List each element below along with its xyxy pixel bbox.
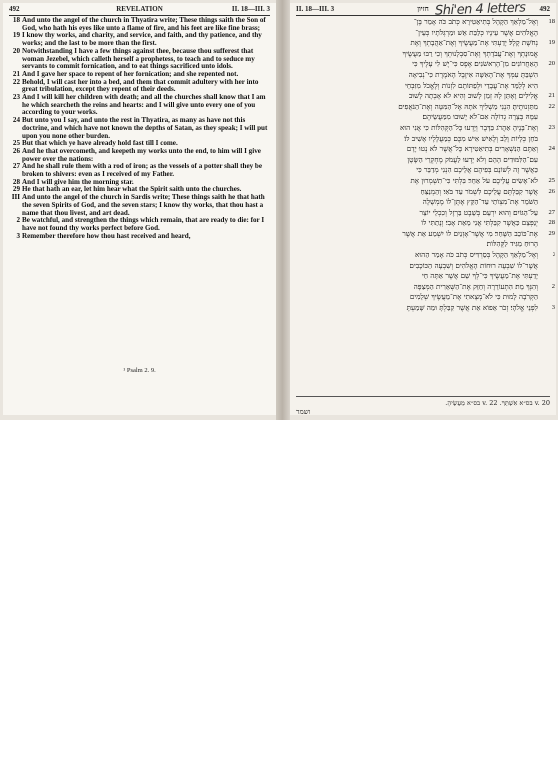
hebrew-line (294, 38, 538, 49)
verse-number: 3 (551, 304, 555, 312)
verse-number: III (11, 193, 20, 202)
hebrew-line (294, 70, 538, 81)
verse-number: ג (552, 251, 555, 259)
hebrew-line-text: יָדַעְתִּי אֶת־מַעֲשֶׂיךָ כִּי־לְךָ שֵׁם אֲשֶׁר אַתָּה חַי (421, 271, 538, 281)
hebrew-line (294, 59, 538, 70)
verse-number (543, 261, 555, 272)
hebrew-line-text: אֲשֶׁר קִבַּלְתֶּם עֲלֵיכֶם לִשְׁמֹר עַד בֹּאִי׃ וְהַמְנַצֵּחַ (420, 186, 538, 196)
running-title: חזיון (417, 5, 429, 13)
verse-number: 2 (551, 282, 555, 290)
verse-number (543, 165, 555, 176)
page-number: 492 (9, 5, 20, 13)
hebrew-line (294, 49, 538, 60)
verse-number: 19 (548, 39, 555, 47)
verse-text: And unto the angel of the church in Sardis write; These things saith he that hath the seven Spirits of God, and the seven stars; I know thy works, that thou hast a name that thou livest, and art dead. (22, 193, 265, 217)
hebrew-line-text: לִפְנֵי אֱלֹהָי׃ זְכֹר אֵפוֹא אֵת אֲשֶׁר קִבַּלְתָּ וּמַה שָּׁמַעְתָּ (406, 303, 538, 313)
verse-number (543, 197, 555, 208)
verse-number: 21 (548, 92, 555, 100)
verse-number: 27 (548, 208, 555, 216)
verse (7, 233, 270, 241)
hebrew-line-text: הַקְּרֹבָה לָמוּת כִּי לֹא־מְצָאתִי אֶת־מַעֲשֶׂיךָ שְׁלֵמִים (409, 292, 538, 302)
running-title: REVELATION (116, 5, 163, 13)
hebrew-line (294, 144, 538, 155)
verse-number: 20 (548, 60, 555, 68)
hebrew-line (294, 229, 538, 240)
hebrew-line-text: הָאַחֲרוֹנִים מִן־הָרִאשֹׁנִים׃ אֶפֶס כִּי־יֶשׁ לִי עָלֶיךָ כִּי (412, 59, 538, 69)
left-page-header (9, 5, 270, 15)
verse-number (543, 134, 555, 145)
verse-text: And he that overcometh, and keepeth my works unto the end, to him will I give power over the nations: (22, 146, 261, 163)
verse-text: And unto the angel of the church in Thyatira write; These things saith the Son of God, who hath his eyes like unto a flame of fire, and his feet are like fine brass; (22, 16, 266, 32)
verse-text: But that which ye have already hold fast till I come. (22, 139, 178, 148)
verse-number-gutter (543, 17, 555, 314)
verse (7, 163, 270, 178)
hebrew-line-text: וְאֶל־מַלְאַךְ הַקָּהָל בְּתִיאַטִירָא כְּתֹב כֹּה אָמַר בֶּן־ (413, 17, 538, 26)
verse-number: 23 (12, 93, 20, 102)
hebrew-line-text: הַשֹּׁמֵר אֶת־מִצְוֺתַי עַד־הַקֵּץ אֶתֶּן־לוֹ מֶמְשָׁלָה (422, 197, 538, 207)
right-page (290, 3, 556, 415)
footnote: ¹ Psalm 2. 9. (123, 367, 156, 374)
verse-number: 25 (12, 139, 20, 148)
verse-number (543, 292, 555, 303)
hebrew-line (294, 155, 538, 166)
verse-text: And I will give him the morning star. (22, 177, 134, 186)
verse-text: And he shall rule them with a rod of iron; as the vessels of a potter shall they be broken to shivers: even as I received of my Father. (22, 162, 263, 179)
verse-number: 3 (16, 231, 20, 240)
verse-number: 24 (12, 116, 20, 125)
hebrew-line-text: וְאֶת־בָּנֶיהָ אַהֲרֹג בַּדָּבֶר וְיָדְעוּ כָּל־הַקְּהִלּוֹת כִּי אֲנִי הוּא (400, 122, 538, 132)
hebrew-line-text: אֱמוּנָתְךָ וְאֶת־עֲבֹדָתְךָ וְאֶת־סִבְלָנוּתְךָ וְכִי רַבּוּ מַעֲשֶׂיךָ (402, 48, 538, 58)
hebrew-line (294, 165, 538, 176)
verse-number (543, 155, 555, 166)
verse (7, 217, 270, 232)
verse (7, 148, 270, 163)
hebrew-line (294, 239, 538, 250)
hebrew-line (294, 292, 538, 303)
hebrew-line (294, 218, 538, 229)
hebrew-line (294, 102, 538, 113)
verse-number: 2 (16, 216, 20, 225)
hebrew-line (294, 250, 538, 261)
hebrew-line-text: הָרוּחַ מַגִּיד לַקְּהִלּוֹת׃ (486, 239, 538, 249)
hebrew-line (294, 81, 538, 92)
verse-number: 22 (12, 77, 20, 86)
verse (7, 32, 270, 47)
verse-text: Remember therefore how thou hast received and heard, (22, 231, 191, 240)
hebrew-line (294, 208, 538, 219)
verse-number (543, 49, 555, 60)
textual-notes: v. 20 בס״א אִשְׁתְּךָ. v. 22 בס״א מַעֲשֶׂיהָ. (296, 396, 550, 407)
verse-number: 27 (12, 162, 20, 171)
page-number: 492 (539, 5, 550, 13)
chapter-range: II. 18—III. 3 (231, 5, 270, 13)
chapter-range: II. 18—III. 3 (296, 5, 335, 13)
verse-number: 29 (548, 229, 555, 237)
verse-number: 23 (548, 123, 555, 131)
hebrew-line-text: לֹא־אָשִׂים עֲלֵיכֶם עֹל אַחֵר׃ בִּלְתִּי כִּי־תִשְׁמְרוּן אֶת (410, 175, 538, 185)
verse-number: 28 (12, 177, 20, 186)
verse-text: Behold, I will cast her into a bed, and them that commit adultery with her into great tribulation, except they repent of their deeds. (22, 77, 259, 94)
hebrew-line (294, 261, 538, 272)
verse-number (543, 239, 555, 250)
hebrew-line-text: וְהִנְּךָ מֵת׃ הִתְעוֹרֵרָה וְחַזֵּק אֶת־הַשְּׁאֵרִית הַמְּצַפָּה (413, 281, 538, 291)
verse-text: He that hath an ear, let him hear what the Spirit saith unto the churches. (22, 185, 242, 194)
hebrew-line-text: כַּאֲשֶׁר זֶה לְשׁוֹנָם בְּפִיהֶם אֲלֵיכֶם הִנְנִי מְדַבֵּר כִּי (416, 165, 538, 175)
verse-number: 18 (12, 16, 20, 24)
hebrew-line (294, 134, 538, 145)
hebrew-text (294, 17, 538, 314)
hebrew-line (294, 123, 538, 134)
hebrew-line-text: וְאַתֶּם הַנִּשְׁאָרִים בְּתִיאַטִירָא כָּל־אֲשֶׁר לֹא נְטוּ יָדָם (406, 144, 538, 154)
hebrew-line-text: יְנַפְּצֵם כַּאֲשֶׁר קִבַּלְתִּי אֲנִי מֵאֵת אָבִי׃ וְנָתַתִּי לוֹ (421, 218, 538, 228)
hebrew-line-text: בֹּחֵן כְּלָיוֹת וָלֵב וְלָאִישׁ אִישׁ מִכֶּם כְּמַעֲלָלָיו אָשִׁיב לוֹ׃ (404, 133, 538, 143)
verse-number: 19 (12, 31, 20, 40)
verse-text: I know thy works, and charity, and service, and faith, and thy patience, and thy works; and the last to be more than the first. (22, 31, 262, 48)
hebrew-line-text: עַל־הַגּוֹיִם׃ וְהוּא יִרְעֵם בְּשֵׁבֶט בַּרְזֶל וְכִכְלֵי יוֹצֵר (419, 207, 538, 217)
hebrew-line-text: הָאֱלֹהִים אֲשֶׁר עֵינָיו כְּלַבַּת אֵשׁ וּמַרְגְּלֹתָיו כְּעֵין־ (415, 27, 538, 37)
verse-number (543, 81, 555, 92)
hebrew-line-text: מִתַּזְנוּתֶיהָ׃ הִנְנִי מַשְׁלִיךְ אֹתָהּ אֶל־הַמִּטָּה וְאֶת־הַנֹּאֲפִים (398, 101, 538, 111)
verse-number: 18 (548, 18, 555, 25)
handwritten-note: Shi'en 4 letters (434, 0, 526, 19)
verse-number: 26 (12, 146, 20, 155)
hebrew-line-text: עִמָּהּ בְּצָרָה גְדוֹלָה אִם־לֹא יָשׁוּבוּ מִמַּעֲשֵׂיהֶם׃ (422, 112, 538, 122)
verse-text: Notwithstanding I have a few things against thee, because thou sufferest that woman Jezebel, which calleth herself a prophetess, to teach and to seduce my servants to commit fornication, and to eat things sacrificed unto idols. (22, 46, 255, 71)
verse (7, 194, 270, 217)
hebrew-line (294, 17, 538, 28)
left-page (3, 3, 276, 415)
hebrew-line-text: וְאֶל־מַלְאַךְ הַקָּהָל בְּסַרְדִּיס כְּתֹב כֹּה אָמַר הַהוּא (415, 250, 538, 260)
verse-number (543, 70, 555, 81)
verse-text: But unto you I say, and unto the rest in Thyatira, as many as have not this doctrine, and which have not known the depths of Satan, as they speak; I will put upon you none other burden. (22, 116, 268, 140)
hebrew-line (294, 28, 538, 39)
hebrew-line (294, 282, 538, 293)
hebrew-line (294, 271, 538, 282)
hebrew-line-text: נְחֹשֶׁת קָלָל׃ יָדַעְתִּי אֶת־מַעֲשֶׂיךָ וְאֶת־אַהֲבָתְךָ וְאֶת (410, 38, 538, 48)
verse-number: 20 (12, 46, 20, 55)
verse-text: And I gave her space to repent of her fornication; and she repented not. (22, 69, 239, 78)
verse (7, 94, 270, 117)
hebrew-line-text: הִשְׁבַּתָּ עִמְּךָ אֶת־הָאִשָּׁה אִיזֶבֶל הָאֹמֶרֶת כִּי־נְבִיאָה (408, 69, 538, 79)
verse-number: 21 (12, 69, 20, 78)
verse-number: 25 (548, 176, 555, 184)
hebrew-line (294, 91, 538, 102)
verse-text: Be watchful, and strengthen the things which remain, that are ready to die: for I have not found thy works perfect before God. (22, 216, 265, 232)
verse-number: 29 (12, 185, 20, 194)
hebrew-line-text: אֲשֶׁר־לוֹ שִׁבְעָה רוּחוֹת הָאֱלֹהִים וְשִׁבְעָה הַכּוֹכָבִים (409, 260, 538, 270)
hebrew-line-text: הִיא לְלַמֵּד אֶת־עֲבָדַי וּלְפַתּוֹתָם לִזְנוֹת וְלֶאֱכֹל מִזִּבְחֵי (404, 80, 538, 90)
hebrew-line-text: אֱלִילִים׃ וָאֶתֵּן לָהּ זְמַן לָשׁוּב וְהִיא לֹא אָבְתָה לָשׁוּב (408, 91, 538, 101)
verse (7, 79, 270, 94)
verse-number (543, 28, 555, 39)
verse-number: 24 (548, 145, 555, 153)
hebrew-line (294, 112, 538, 123)
verse (7, 117, 270, 140)
hebrew-line-text: עִם־הַלִּמּוּדִים הָהֵם וְלֹא יָדְעוּ לַעֲמֹק מֶחְקְרֵי הַשָּׂטָן (407, 154, 538, 164)
verse-number (543, 112, 555, 123)
verse-number: 26 (548, 187, 555, 195)
catchword: ושמר (296, 408, 311, 415)
verse-number (543, 271, 555, 282)
hebrew-line (294, 197, 538, 208)
verse-list (7, 17, 270, 240)
verse-number: 28 (548, 219, 555, 227)
verse (7, 48, 270, 71)
verse-text: And I will kill her children with death; and all the churches shall know that I am he which searcheth the reins and hearts: and I will give unto every one of you according to your works. (22, 93, 266, 117)
book-spine (276, 0, 290, 420)
hebrew-line-text: אֶת־כּוֹכַב הַשָּׁחַר׃ מִי אֲשֶׁר־אָזְנַיִם לוֹ יִשְׁמַע אֵת אֲשֶׁר (402, 228, 538, 238)
hebrew-line (294, 176, 538, 187)
hebrew-line (294, 303, 538, 314)
hebrew-line (294, 187, 538, 198)
verse (7, 17, 270, 32)
verse-number: 22 (548, 102, 555, 110)
